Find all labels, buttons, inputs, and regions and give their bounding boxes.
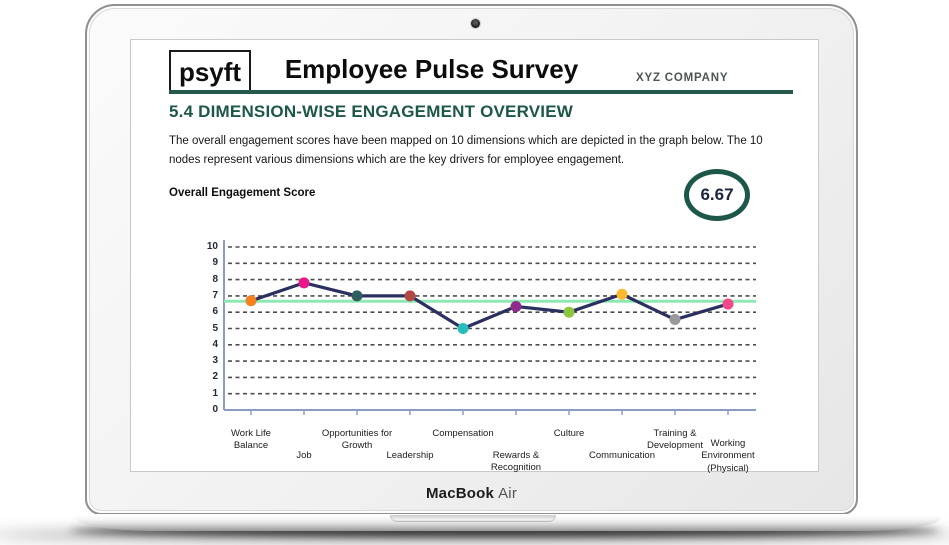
data-point <box>723 299 734 310</box>
x-axis-label: Rewards & Recognition <box>490 450 542 474</box>
y-axis-label: 9 <box>212 257 218 269</box>
data-point <box>405 290 416 301</box>
x-axis-label: Work Life Balance <box>231 428 271 452</box>
data-point <box>564 307 575 318</box>
y-axis-label: 4 <box>212 338 218 350</box>
x-axis-label: Culture <box>553 428 585 439</box>
laptop-lid <box>85 4 858 515</box>
engagement-line-chart <box>191 230 806 474</box>
data-point <box>617 289 628 300</box>
overall-score-value: 6.67 <box>700 185 734 204</box>
chart-canvas <box>191 230 806 420</box>
overall-score-label: Overall Engagement Score <box>169 187 316 199</box>
data-point <box>511 301 522 312</box>
y-axis-label: 10 <box>206 241 218 252</box>
macbook-air-label <box>87 485 856 502</box>
section-heading: 5.4 DIMENSION-WISE ENGAGEMENT OVERVIEW <box>169 102 574 121</box>
data-point <box>299 277 310 288</box>
psyft-logo-text: psyft <box>178 56 242 87</box>
x-axis-label: Training & Development <box>647 428 703 452</box>
report-page <box>130 39 819 472</box>
x-axis-label: Job <box>296 450 312 461</box>
page-title: Employee Pulse Survey <box>284 54 579 84</box>
y-axis-label: 2 <box>212 371 218 383</box>
y-axis-label: 7 <box>212 289 218 301</box>
data-point <box>670 314 681 325</box>
y-axis-label: 5 <box>212 322 218 334</box>
y-axis-label: 0 <box>212 404 218 415</box>
trackpad-notch <box>390 515 556 522</box>
header-divider <box>169 90 793 94</box>
x-axis-label: Communication <box>589 450 655 461</box>
overall-score-badge <box>684 169 750 221</box>
brand-text-light: Air <box>498 485 518 502</box>
y-axis-label: 8 <box>212 273 218 285</box>
x-axis-label: Leadership <box>386 450 434 461</box>
y-axis-label: 3 <box>212 355 218 367</box>
x-axis-label: Working Environment (Physical) <box>701 438 755 474</box>
y-axis-label: 6 <box>212 306 218 318</box>
intro-paragraph: The overall engagement scores have been mapped on 10 dimensions which are depicted in the graph below. The 10 nodes represent various dimensions which are the key drivers for employee engagement. <box>169 135 763 166</box>
y-axis-label: 1 <box>212 387 218 399</box>
data-point <box>246 295 257 306</box>
x-axis-label: Compensation <box>432 428 494 439</box>
brand-text-bold: MacBook <box>425 485 495 502</box>
webcam-icon <box>471 19 480 28</box>
data-point <box>352 290 363 301</box>
x-axis-label: Opportunities for Growth <box>321 428 393 452</box>
data-line <box>251 283 728 329</box>
company-name: XYZ COMPANY <box>636 72 729 84</box>
laptop-base <box>75 514 941 531</box>
psyft-logo <box>169 50 251 94</box>
data-point <box>458 323 469 334</box>
